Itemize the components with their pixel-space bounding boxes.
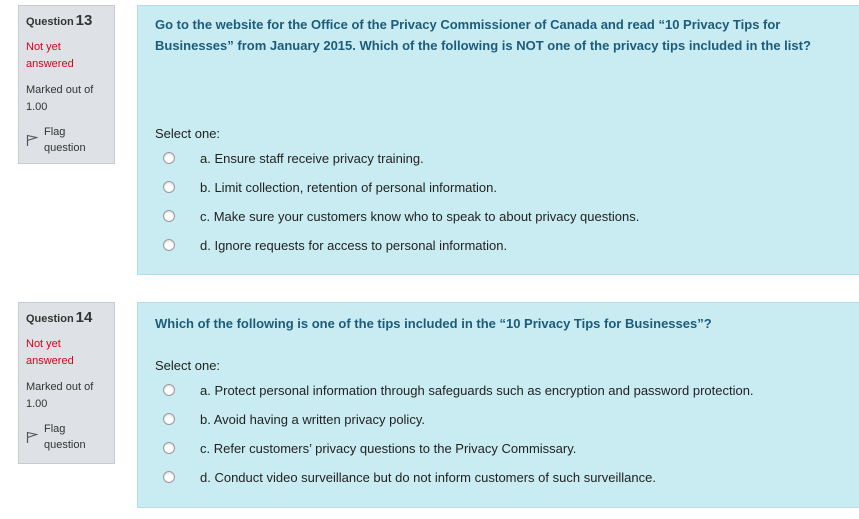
answer-label[interactable]: b. Limit collection, retention of personal information. [200,179,497,195]
radio-button[interactable] [163,210,175,222]
question-13-info [18,5,115,164]
answer-option-c[interactable] [163,438,576,458]
question-number-value: 14 [75,309,93,326]
answer-option-c[interactable] [163,206,639,226]
question-number-value: 13 [75,12,93,29]
question-text: Which of the following is one of the tips included in the “10 Privacy Tips for Businesses”? [155,316,712,331]
question-14-info [18,302,115,464]
flag-label: Flag question [44,423,86,451]
question-text: Go to the website for the Office of the Privacy Commissioner of Canada and read “10 Privacy Tips for Businesses” from January 2015. Which of the following is NOT one of the privacy tips included in the list? [155,17,811,53]
select-one-prompt: Select one: [155,126,221,141]
question-label: Question [26,16,74,28]
answer-label[interactable]: b. Avoid having a written privacy policy. [200,411,425,427]
question-state: Not yet answered [26,338,74,367]
answer-label[interactable]: a. Ensure staff receive privacy training. [200,150,424,166]
radio-button[interactable] [163,181,175,193]
answer-label[interactable]: c. Refer customers’ privacy questions to the Privacy Commissary. [200,440,577,456]
answer-option-a[interactable] [163,148,424,168]
flag-icon [26,431,38,443]
answer-option-b[interactable] [163,409,425,429]
radio-button[interactable] [163,239,175,251]
flag-question-link[interactable] [26,421,107,453]
radio-button[interactable] [163,442,175,454]
question-14-content [137,302,859,508]
answer-option-d[interactable] [163,467,656,487]
question-number [26,12,107,29]
radio-button[interactable] [163,152,175,164]
radio-button[interactable] [163,413,175,425]
answer-option-a[interactable] [163,380,754,400]
radio-button[interactable] [163,384,175,396]
question-grade: Marked out of 1.00 [26,84,94,113]
radio-button[interactable] [163,471,175,483]
question-label: Question [26,313,74,325]
answer-option-d[interactable] [163,235,507,255]
flag-label: Flag question [44,126,86,154]
question-13-content [137,5,859,275]
answer-option-b[interactable] [163,177,497,197]
flag-question-link[interactable] [26,124,107,156]
answer-label[interactable]: c. Make sure your customers know who to speak to about privacy questions. [200,208,640,224]
select-one-prompt: Select one: [155,358,221,373]
question-grade: Marked out of 1.00 [26,381,94,410]
flag-icon [26,134,38,146]
answer-label[interactable]: d. Ignore requests for access to personal information. [200,237,508,253]
answer-label[interactable]: d. Conduct video surveillance but do not inform customers of such surveillance. [200,469,656,485]
question-state: Not yet answered [26,41,74,70]
answer-label[interactable]: a. Protect personal information through safeguards such as encryption and password protection. [200,382,754,398]
question-number [26,309,107,326]
